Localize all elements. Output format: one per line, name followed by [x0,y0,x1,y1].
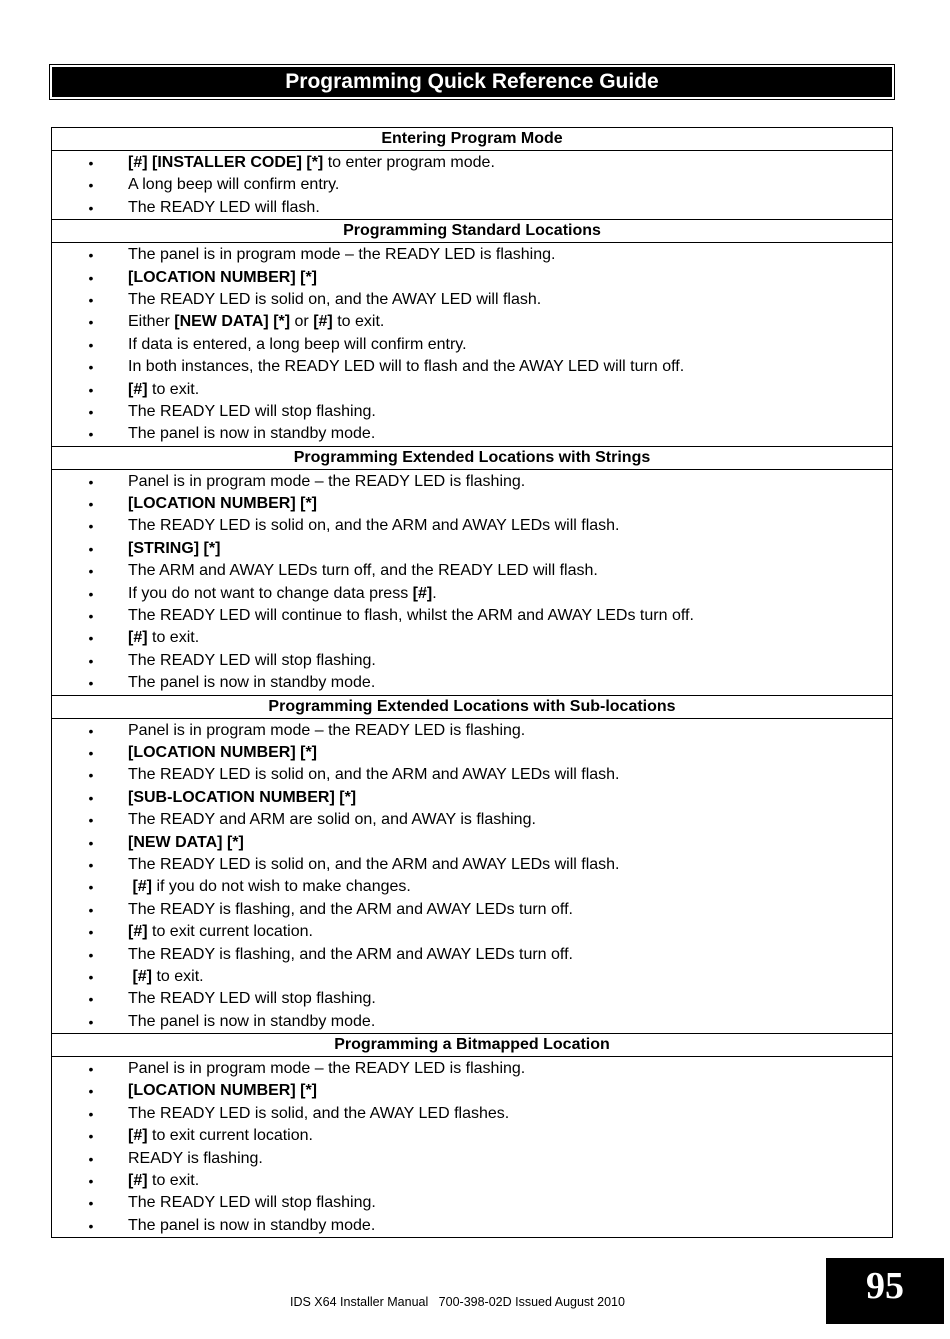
bullet-icon: • [88,426,94,443]
bullet-icon: • [88,1128,94,1145]
text-run: The READY and ARM are solid on, and AWAY is flashing. [128,811,536,829]
list-item [52,921,892,943]
list-item [52,966,892,988]
item-text [128,744,317,761]
bullet-icon: • [88,1083,94,1100]
key-sequence: [LOCATION NUMBER] [*] [128,268,318,286]
item-text [128,154,495,171]
section-heading: Programming Extended Locations with Sub-locations [52,695,892,719]
text-run: The panel is now in standby mode. [128,674,376,692]
item-text [128,403,376,420]
section-heading: Entering Program Mode [52,128,892,151]
text-run: Panel is in program mode – the READY LED is flashing. [128,1060,526,1078]
text-run: if you do not wish to make changes. [152,878,411,896]
bullet-icon: • [88,269,94,286]
item-text [128,381,199,398]
bullet-icon: • [88,247,94,264]
bullet-icon: • [88,924,94,941]
bullet-icon: • [88,856,94,873]
item-text [128,901,573,918]
bullet-icon: • [88,314,94,331]
section-body [52,470,892,695]
bullet-icon: • [88,1150,94,1167]
bullet-icon: • [88,608,94,625]
bullet-icon: • [88,812,94,829]
list-item [52,401,892,423]
text-run: . [432,584,437,602]
key-sequence: [STRING] [*] [128,539,221,557]
list-item [52,244,892,266]
item-text [128,313,384,330]
list-item [52,605,892,627]
key-sequence: [SUB-LOCATION NUMBER] [*] [128,788,357,806]
item-text [128,1150,263,1167]
list-item [52,493,892,515]
text-run: or [290,313,314,331]
text-run: The READY LED will continue to flash, whilst the ARM and AWAY LEDs turn off. [128,607,694,625]
bullet-icon: • [88,496,94,513]
list-item [52,742,892,764]
item-text [128,495,317,512]
item-text [128,199,320,216]
item-text [128,789,356,806]
title-banner [49,64,895,100]
list-item [52,876,892,898]
text-run: A long beep will confirm entry. [128,176,340,194]
list-item [52,944,892,966]
item-text [128,766,619,783]
bullet-icon: • [88,789,94,806]
text-run: Panel is in program mode – the READY LED is flashing. [128,472,526,490]
item-text [128,923,313,940]
item-text [128,1217,375,1234]
text-run: to exit. [332,313,385,331]
key-sequence: [#] [INSTALLER CODE] [*] [128,154,324,171]
list-item [52,379,892,401]
text-run: The READY is flashing, and the ARM and AWAY LEDs turn off. [128,900,573,918]
text-run: The panel is now in standby mode. [128,1012,376,1030]
item-text [128,246,555,263]
list-item [52,1103,892,1125]
key-sequence: [#] [128,629,148,647]
bullet-icon: • [88,199,94,216]
text-run: Either [128,313,175,331]
text-run: READY is flashing. [128,1149,263,1167]
key-sequence: [LOCATION NUMBER] [*] [128,495,318,513]
item-text [128,968,204,985]
bullet-icon: • [88,879,94,896]
list-item [52,1058,892,1080]
bullet-icon: • [88,675,94,692]
item-text [128,176,339,193]
bullet-icon: • [88,473,94,490]
text-run: The panel is in program mode – the READY LED is flashing. [128,246,556,264]
key-sequence: [#] [313,313,333,331]
key-sequence: [#] [128,1172,148,1190]
bullet-icon: • [88,540,94,557]
item-text [128,1082,317,1099]
bullet-icon: • [88,630,94,647]
text-run: The panel is now in standby mode. [128,425,376,443]
key-sequence: [#] [128,1127,148,1145]
text-run: The ARM and AWAY LEDs turn off, and the READY LED will flash. [128,562,598,580]
bullet-icon: • [88,155,94,171]
list-item [52,809,892,831]
key-sequence: [#] [132,967,153,985]
item-text [128,473,525,490]
list-item [52,1192,892,1214]
bullet-icon: • [88,1061,94,1078]
list-item [52,152,892,174]
item-text [128,425,375,442]
list-item [52,1080,892,1102]
list-item [52,538,892,560]
list-item [52,289,892,311]
list-item [52,899,892,921]
item-text [128,834,244,851]
text-run: The READY LED is solid, and the AWAY LED flashes. [128,1104,510,1122]
bullet-icon: • [88,1013,94,1030]
bullet-icon: • [88,767,94,784]
text-run: The READY LED will stop flashing. [128,1194,376,1212]
bullet-icon: • [88,1105,94,1122]
text-run: to exit. [147,1172,200,1190]
list-item [52,1125,892,1147]
text-run: The READY LED will stop flashing. [128,651,376,669]
text-run: The READY is flashing, and the ARM and AWAY LEDs turn off. [128,945,573,963]
bullet-icon: • [88,901,94,918]
bullet-icon: • [88,359,94,376]
item-text [128,990,376,1007]
key-sequence: [#] [132,878,153,896]
list-item [52,854,892,876]
item-text [128,674,375,691]
bullet-icon: • [88,834,94,851]
item-text [128,878,411,895]
bullet-icon: • [88,946,94,963]
list-item [52,1170,892,1192]
section-heading: Programming a Bitmapped Location [52,1033,892,1057]
item-text [128,540,220,557]
list-item [52,832,892,854]
list-item [52,627,892,649]
bullet-icon: • [88,336,94,353]
section-body [52,151,892,219]
bullet-icon: • [88,968,94,985]
text-run: If you do not want to change data press [128,584,413,602]
bullet-icon: • [88,177,94,194]
text-run: If data is entered, a long beep will confirm entry. [128,335,467,353]
bullet-icon: • [88,1195,94,1212]
key-sequence: [#] [128,380,148,398]
text-run: The READY LED will stop flashing. [128,990,376,1008]
text-run: The READY LED is solid on, and the ARM and AWAY LEDs will flash. [128,517,620,535]
bullet-icon: • [88,403,94,420]
list-item [52,356,892,378]
list-item [52,583,892,605]
item-text [128,1013,375,1030]
list-item [52,197,892,219]
text-run: The READY LED is solid on, and the ARM and AWAY LEDs will flash. [128,855,620,873]
key-sequence: [LOCATION NUMBER] [*] [128,1082,318,1100]
list-item [52,560,892,582]
bullet-icon: • [88,381,94,398]
item-text [128,607,694,624]
item-text [128,291,541,308]
list-item [52,174,892,196]
bullet-icon: • [88,722,94,739]
list-item [52,672,892,694]
item-text [128,269,317,286]
list-item [52,988,892,1010]
item-text [128,946,573,963]
section-body [52,1057,892,1237]
list-item [52,1011,892,1033]
list-item [52,720,892,742]
bullet-icon: • [88,652,94,669]
text-run: to exit. [147,629,200,647]
item-text [128,517,619,534]
reference-table [51,127,893,1238]
list-item [52,515,892,537]
bullet-icon: • [88,1217,94,1234]
bullet-icon: • [88,1173,94,1190]
list-item [52,764,892,786]
text-run: The READY LED will flash. [128,198,320,216]
list-item [52,650,892,672]
text-run: The READY LED will stop flashing. [128,402,376,420]
text-run: The READY LED is solid on, and the ARM and AWAY LEDs will flash. [128,766,620,784]
text-run: Panel is in program mode – the READY LED is flashing. [128,721,526,739]
bullet-icon: • [88,585,94,602]
list-item [52,334,892,356]
section-body [52,243,892,446]
bullet-icon: • [88,563,94,580]
key-sequence: [NEW DATA] [*] [128,833,244,851]
key-sequence: [#] [128,923,148,941]
item-text [128,722,525,739]
item-text [128,1127,313,1144]
bullet-icon: • [88,291,94,308]
key-sequence: [LOCATION NUMBER] [*] [128,743,318,761]
text-run: to exit. [152,967,204,985]
item-text [128,562,598,579]
item-text [128,652,376,669]
item-text [128,336,467,353]
list-item [52,787,892,809]
text-run: to exit current location. [147,1127,313,1145]
text-run: to enter program mode. [323,154,495,171]
text-run: The panel is now in standby mode. [128,1216,376,1234]
list-item [52,471,892,493]
item-text [128,358,684,375]
item-text [128,1194,376,1211]
text-run: to exit. [147,380,200,398]
bullet-icon: • [88,991,94,1008]
list-item [52,1148,892,1170]
list-item [52,1215,892,1237]
list-item [52,311,892,333]
item-text [128,629,199,646]
page-number: 95 [826,1258,944,1324]
key-sequence: [NEW DATA] [*] [174,313,291,331]
item-text [128,1105,509,1122]
page-title: Programming Quick Reference Guide [52,67,892,97]
item-text [128,585,437,602]
text-run: The READY LED is solid on, and the AWAY LED will flash. [128,290,542,308]
item-text [128,1172,199,1189]
list-item [52,423,892,445]
bullet-icon: • [88,518,94,535]
key-sequence: [#] [412,584,433,602]
item-text [128,856,619,873]
section-body [52,719,892,1033]
bullet-icon: • [88,744,94,761]
section-heading: Programming Extended Locations with Strings [52,446,892,470]
list-item [52,267,892,289]
text-run: to exit current location. [147,923,313,941]
footer-text: IDS X64 Installer Manual 700-398-02D Issued August 2010 [290,1295,625,1309]
item-text [128,811,536,828]
item-text [128,1060,525,1077]
text-run: In both instances, the READY LED will to flash and the AWAY LED will turn off. [128,358,685,376]
section-heading: Programming Standard Locations [52,219,892,243]
